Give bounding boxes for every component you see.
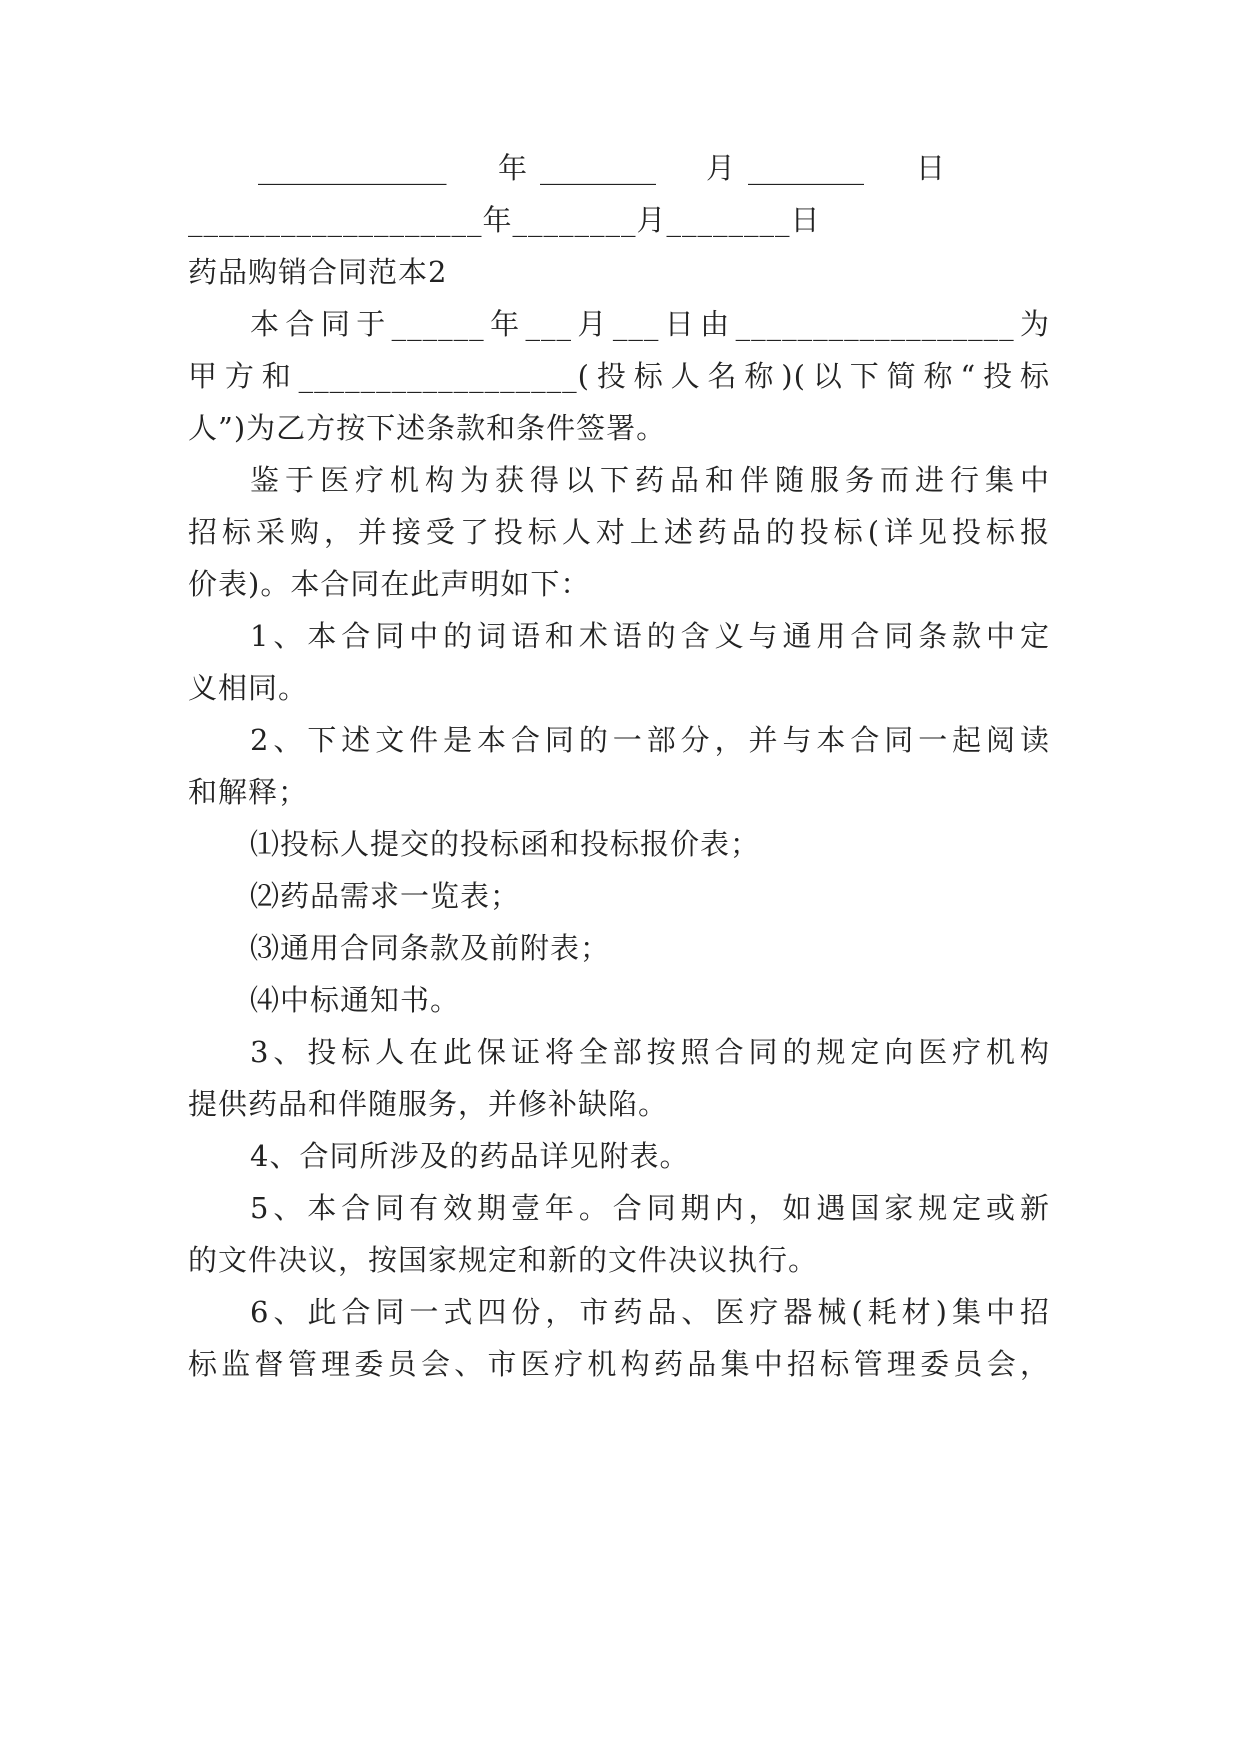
list-item: ⑴投标人提交的投标函和投标报价表； — [250, 827, 761, 861]
clause-line: 标监督管理委员会、市医疗机构药品集中招标管理委员会， — [188, 1347, 1050, 1381]
document-title: 药品购销合同范本2 — [188, 255, 448, 289]
paragraph-line: 价表)。本合同在此声明如下： — [188, 567, 591, 601]
clause-line: 6、此合同一式四份，市药品、医疗器械(耗材)集中招 — [250, 1295, 1050, 1329]
clause-line: 5、本合同有效期壹年。合同期内，如遇国家规定或新 — [250, 1191, 1050, 1225]
paragraph-line: 鉴于医疗机构为获得以下药品和伴随服务而进行集中 — [250, 463, 1050, 497]
date-blank: ________ — [540, 151, 656, 185]
list-item: ⑶通用合同条款及前附表； — [250, 931, 611, 965]
paragraph-line: 人”)为乙方按下述条款和条件签署。 — [188, 411, 667, 445]
date-blank: ________ — [748, 151, 864, 185]
clause-line: 4、合同所涉及的药品详见附表。 — [250, 1139, 690, 1173]
clause-line: 1、本合同中的词语和术语的含义与通用合同条款中定 — [250, 619, 1050, 653]
clause-line: 3、投标人在此保证将全部按照合同的规定向医疗机构 — [250, 1035, 1050, 1069]
clause-line: 的文件决议，按国家规定和新的文件决议执行。 — [188, 1243, 819, 1277]
day-label: 日 — [916, 151, 946, 185]
paragraph-line: 甲方和__________________(投标人名称)(以下简称“投标 — [188, 359, 1050, 393]
signature-date-row-2: ___________________年________月________日 — [188, 203, 821, 237]
clause-line: 2、下述文件是本合同的一部分，并与本合同一起阅读 — [250, 723, 1050, 757]
month-label: 月 — [706, 151, 736, 185]
date-blank: _____________ — [258, 151, 447, 185]
signature-date-row-1 — [188, 148, 1050, 188]
paragraph-line: 招标采购，并接受了投标人对上述药品的投标(详见投标报 — [188, 515, 1050, 549]
clause-line: 提供药品和伴随服务，并修补缺陷。 — [188, 1087, 669, 1121]
year-label: 年 — [498, 151, 528, 185]
clause-line: 义相同。 — [188, 671, 309, 705]
list-item: ⑵药品需求一览表； — [250, 879, 521, 913]
paragraph-line: 本合同于______年___月___日由__________________为 — [250, 307, 1050, 341]
clause-line: 和解释； — [188, 775, 309, 809]
list-item: ⑷中标通知书。 — [250, 983, 461, 1017]
